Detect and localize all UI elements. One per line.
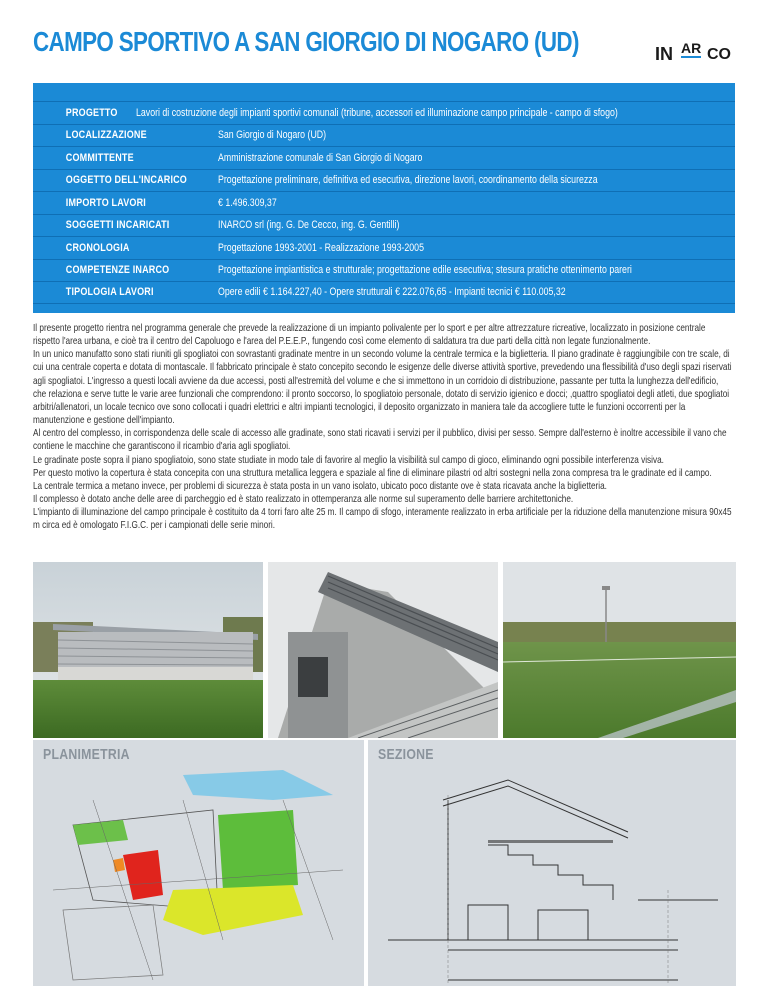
description-paragraph: Le gradinate poste sopra il piano spogliatoio, sono state studiate in modo tale di favorire al meglio la visibilità sul campo di gioco, eliminando ogni possibile interferenza visiva. xyxy=(33,454,664,466)
logo-text-ar: AR xyxy=(681,40,702,56)
info-label: IMPORTO LAVORI xyxy=(65,196,146,209)
description-paragraph: Il presente progetto rientra nel programma generale che prevede la realizzazione di un impianto polivalente per lo sport e per altre attrezzature ricreative, localizzato in posizione centrale rispetto l'area urbana, e cioè tra il centro del Capoluogo e l'area del P.E.E.P., fungendo così come elemento di saldatura tra due parti della città non legate funzionalmente. xyxy=(33,323,706,348)
info-value: € 1.496.309,37 xyxy=(218,196,277,209)
info-row-localizzazione xyxy=(33,124,735,147)
info-row-competenze xyxy=(33,259,735,282)
info-label: SOGGETTI INCARICATI xyxy=(65,219,170,232)
inarco-logo xyxy=(655,40,737,66)
site-plan-drawing xyxy=(33,740,364,986)
info-value: Progettazione impiantistica e strutturale; progettazione edile esecutiva; stesura pratiche ottenimento pareri xyxy=(217,264,632,277)
info-value: San Giorgio di Nogaro (UD) xyxy=(218,129,327,142)
info-label: COMPETENZE INARCO xyxy=(65,264,170,277)
info-label: TIPOLOGIA LAVORI xyxy=(65,286,154,299)
info-row-committente xyxy=(33,146,735,169)
info-row-progetto xyxy=(33,101,735,124)
info-value: Opere edili € 1.164.227,40 - Opere strutturali € 222.076,65 - Impianti tecnici € 110.005,32 xyxy=(218,286,566,299)
info-value: INARCO srl (ing. G. De Cecco, ing. G. Gentilli) xyxy=(218,219,400,232)
info-value: Progettazione preliminare, definitiva ed esecutiva, direzione lavori, coordinamento della sicurezza xyxy=(218,174,598,187)
sezione-title: SEZIONE xyxy=(378,746,434,763)
section-drawing xyxy=(368,740,736,986)
sezione-panel xyxy=(368,740,736,986)
page-title: CAMPO SPORTIVO A SAN GIORGIO DI NOGARO (UD) xyxy=(33,26,579,57)
description-paragraph: Per questo motivo la copertura è stata concepita con una struttura metallica leggera e spaziale al fine di eliminare pilastri od altri sostegni nella zona compresa tra le gradinate ed il campo. xyxy=(33,467,712,479)
project-info-table xyxy=(33,83,735,313)
info-value: Lavori di costruzione degli impianti sportivi comunali (tribune, accessori ed illuminazione campo principale - campo di sfogo) xyxy=(136,106,618,119)
info-label: OGGETTO DELL'INCARICO xyxy=(65,174,187,187)
planimetria-title: PLANIMETRIA xyxy=(43,746,130,763)
info-row-importo xyxy=(33,191,735,214)
info-row-oggetto xyxy=(33,169,735,192)
description-paragraph: In un unico manufatto sono stati riuniti gli spogliatoi con sovrastanti gradinate mentre in un secondo volume la centrale termica e la biglietteria. Il piano gradinate è raggiungibile con tre scale, di cui una centrale coperta e dotata di montascale. Il fabbricato principale è stato concepito secondo le esigenze delle diverse attività sportive, prevedendo una flessibilità d'uso degli spazi riservati agli spogliatoi. L'ingresso a questi locali avviene da due accessi, posti all'estremità del volume e che si immettono in un corridoio di distribuzione, passante per tutta la lunghezza dell'edificio, che relaziona e serve tutte le varie aree funzionali che comprendono: il pronto soccorso, lo spogliatoio personale, dotato di servizio igienico e docci; ,quattro spogliatoi degli atleti, due spogliatoi arbitri/allenatori, un locale tecnico ove sono collocati i quadri elettrici e altri impianti tecnologici, il deposito organizzato in maniera tale da accogliere tutte le funzioni occorrenti per la manutenzione e gestione dell'impianto. xyxy=(33,349,732,427)
description-paragraph: Al centro del complesso, in corrispondenza delle scale di accesso alle gradinate, sono stati ricavati i servizi per il pubblico, divisi per sesso. Sempre dall'esterno è inoltre accessibile il vano che contiene le macchine che garantiscono il ricambio d'aria agli spogliatoi. xyxy=(33,428,727,453)
info-label: COMMITTENTE xyxy=(65,151,134,164)
info-row-cronologia xyxy=(33,236,735,259)
photo-training-field xyxy=(503,562,736,738)
photo-grandstand-front xyxy=(33,562,263,738)
info-value: Amministrazione comunale di San Giorgio di Nogaro xyxy=(218,151,423,164)
info-label: PROGETTO xyxy=(65,106,118,119)
info-label: CRONOLOGIA xyxy=(65,241,130,254)
info-row-tipologia xyxy=(33,281,735,304)
description-paragraph: L'impianto di illuminazione del campo principale è costituito da 4 torri faro alte 25 m. Il campo di sfogo, interamente realizzato in erba artificiale per la riduzione della manutenzione misura 90x45 m circa ed è omologato F.I.G.C. per i campionati delle serie minori. xyxy=(33,507,732,532)
project-description xyxy=(33,322,733,533)
photo-grandstand-side xyxy=(268,562,498,738)
description-paragraph: La centrale termica a metano invece, per problemi di sicurezza è stata posta in un vano isolato, ubicato poco distante ove è stata ricavata anche la biglietteria. xyxy=(33,480,607,492)
description-paragraph: Il complesso è dotato anche delle aree di parcheggio ed è stato realizzato in ottemperanza alle norme sul superamento delle barriere architettoniche. xyxy=(33,494,574,506)
logo-text-co: CO xyxy=(707,46,731,63)
logo-text-in: IN xyxy=(655,44,673,64)
info-label: LOCALIZZAZIONE xyxy=(65,129,147,142)
info-row-soggetti xyxy=(33,214,735,237)
info-value: Progettazione 1993-2001 - Realizzazione 1993-2005 xyxy=(218,241,424,254)
planimetria-panel xyxy=(33,740,364,986)
